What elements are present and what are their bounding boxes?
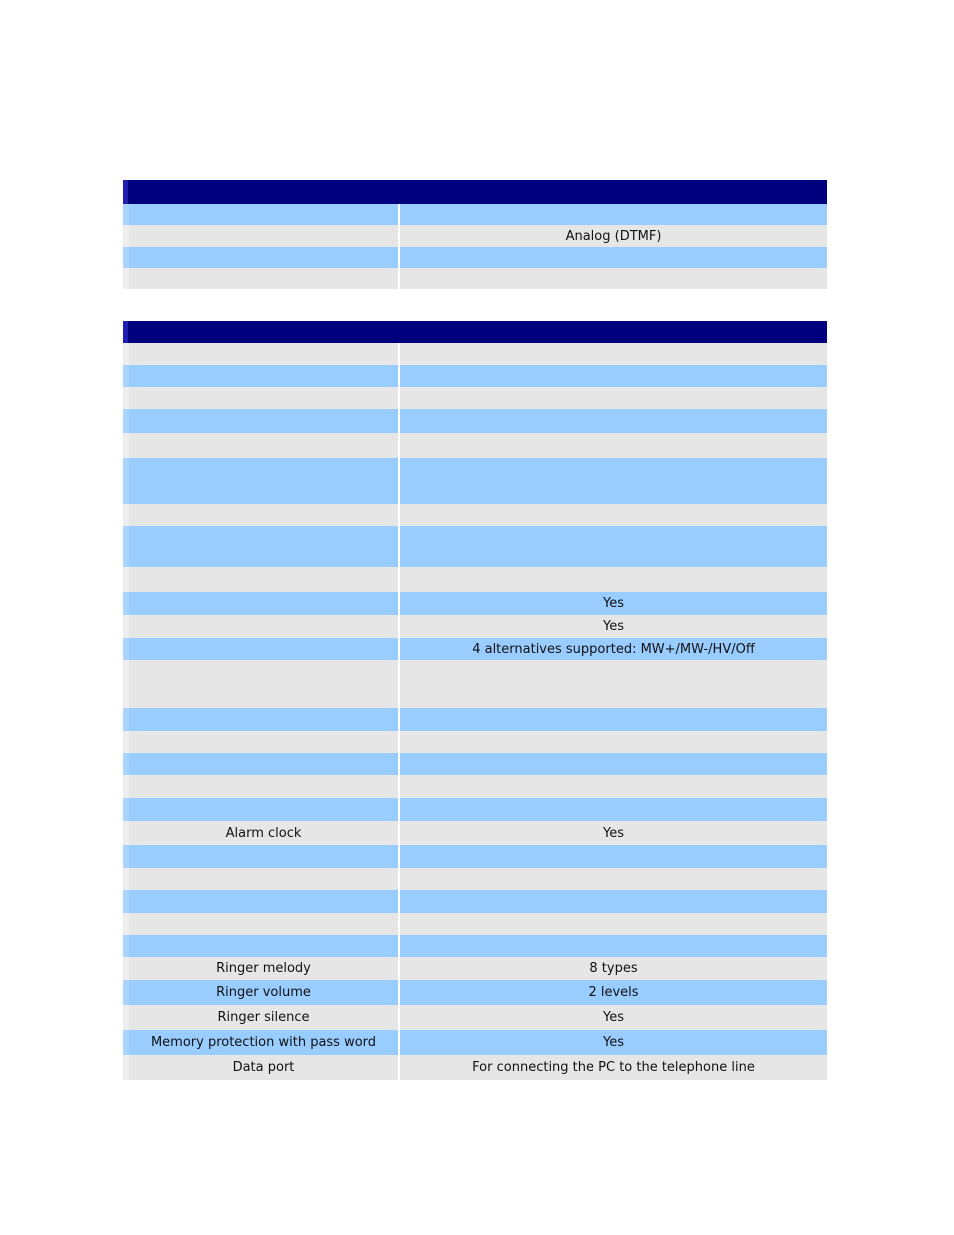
row-value [400, 365, 827, 387]
row-label [123, 935, 398, 957]
row-value [400, 753, 827, 775]
table-row [123, 615, 827, 638]
row-value [400, 731, 827, 753]
row-label [123, 890, 398, 913]
row-label [123, 845, 398, 868]
table-row [123, 458, 827, 504]
table-row [123, 365, 827, 387]
row-value [400, 567, 827, 592]
table-row [123, 387, 827, 409]
row-value [400, 660, 827, 708]
row-value: Yes [603, 596, 624, 611]
row-value [400, 935, 827, 957]
row-value [400, 890, 827, 913]
table-row [123, 409, 827, 433]
table-row [123, 775, 827, 798]
row-label: Memory protection with pass word [123, 1030, 398, 1055]
row-value [400, 458, 827, 504]
row-label [123, 913, 398, 935]
row-label [123, 731, 398, 753]
row-label [123, 409, 398, 433]
row-label [123, 660, 398, 708]
table-row [123, 225, 827, 247]
table-row [123, 268, 827, 289]
table-row [123, 638, 827, 660]
row-value [400, 409, 827, 433]
row-label [123, 247, 398, 268]
table-row [123, 526, 827, 567]
row-value [400, 433, 827, 458]
row-label [123, 268, 398, 289]
row-value [400, 204, 827, 225]
row-label [123, 225, 398, 247]
row-label [123, 387, 398, 409]
table-header-bar [123, 180, 827, 204]
row-value [400, 268, 827, 289]
row-value: Yes [603, 825, 624, 841]
row-value: Yes [603, 1035, 624, 1050]
table-row [123, 845, 827, 868]
row-value: Yes [603, 619, 624, 634]
table-row [123, 343, 827, 365]
table-row [123, 868, 827, 890]
row-label [123, 708, 398, 731]
spec-table-1 [123, 180, 827, 289]
row-value [400, 526, 827, 567]
table-row [123, 821, 827, 845]
table-row [123, 567, 827, 592]
table-row [123, 935, 827, 957]
row-label [123, 504, 398, 526]
table-row [123, 1005, 827, 1030]
table-row [123, 753, 827, 775]
row-value: 4 alternatives supported: MW+/MW-/HV/Off [472, 641, 755, 657]
row-value [400, 845, 827, 868]
table-row [123, 708, 827, 731]
table-row [123, 957, 827, 980]
row-label: Ringer volume [123, 980, 398, 1005]
table-row [123, 660, 827, 708]
row-value [400, 913, 827, 935]
row-label [123, 615, 398, 638]
spec-table-2 [123, 321, 827, 1080]
row-value [400, 504, 827, 526]
table-row [123, 913, 827, 935]
row-label [123, 433, 398, 458]
row-value [400, 868, 827, 890]
row-label [123, 458, 398, 504]
row-label [123, 753, 398, 775]
table-row [123, 204, 827, 225]
row-value [400, 247, 827, 268]
row-label [123, 365, 398, 387]
row-value [400, 343, 827, 365]
row-value [400, 775, 827, 798]
table-row [123, 731, 827, 753]
table-row [123, 1055, 827, 1080]
row-label [123, 204, 398, 225]
row-label [123, 775, 398, 798]
row-value: 8 types [589, 961, 638, 976]
row-value: 2 levels [588, 985, 639, 1000]
row-label [123, 567, 398, 592]
row-label [123, 638, 398, 660]
table-header-bar [123, 321, 827, 343]
row-label [123, 868, 398, 890]
table-row [123, 798, 827, 821]
table-row [123, 433, 827, 458]
table-row [123, 504, 827, 526]
row-label [123, 592, 398, 615]
row-value: Analog (DTMF) [565, 228, 662, 244]
row-label: Data port [123, 1055, 398, 1080]
row-label: Ringer silence [123, 1005, 398, 1030]
row-label: Alarm clock [123, 821, 398, 845]
row-value [400, 708, 827, 731]
row-value [400, 387, 827, 409]
row-label [123, 798, 398, 821]
row-value: Yes [603, 1010, 624, 1025]
table-row [123, 890, 827, 913]
row-label [123, 343, 398, 365]
row-label: Ringer melody [123, 957, 398, 980]
table-row [123, 1030, 827, 1055]
table-row [123, 247, 827, 268]
table-row [123, 592, 827, 615]
row-label [123, 526, 398, 567]
table-row [123, 980, 827, 1005]
row-value [400, 798, 827, 821]
row-value: For connecting the PC to the telephone line [472, 1060, 755, 1075]
